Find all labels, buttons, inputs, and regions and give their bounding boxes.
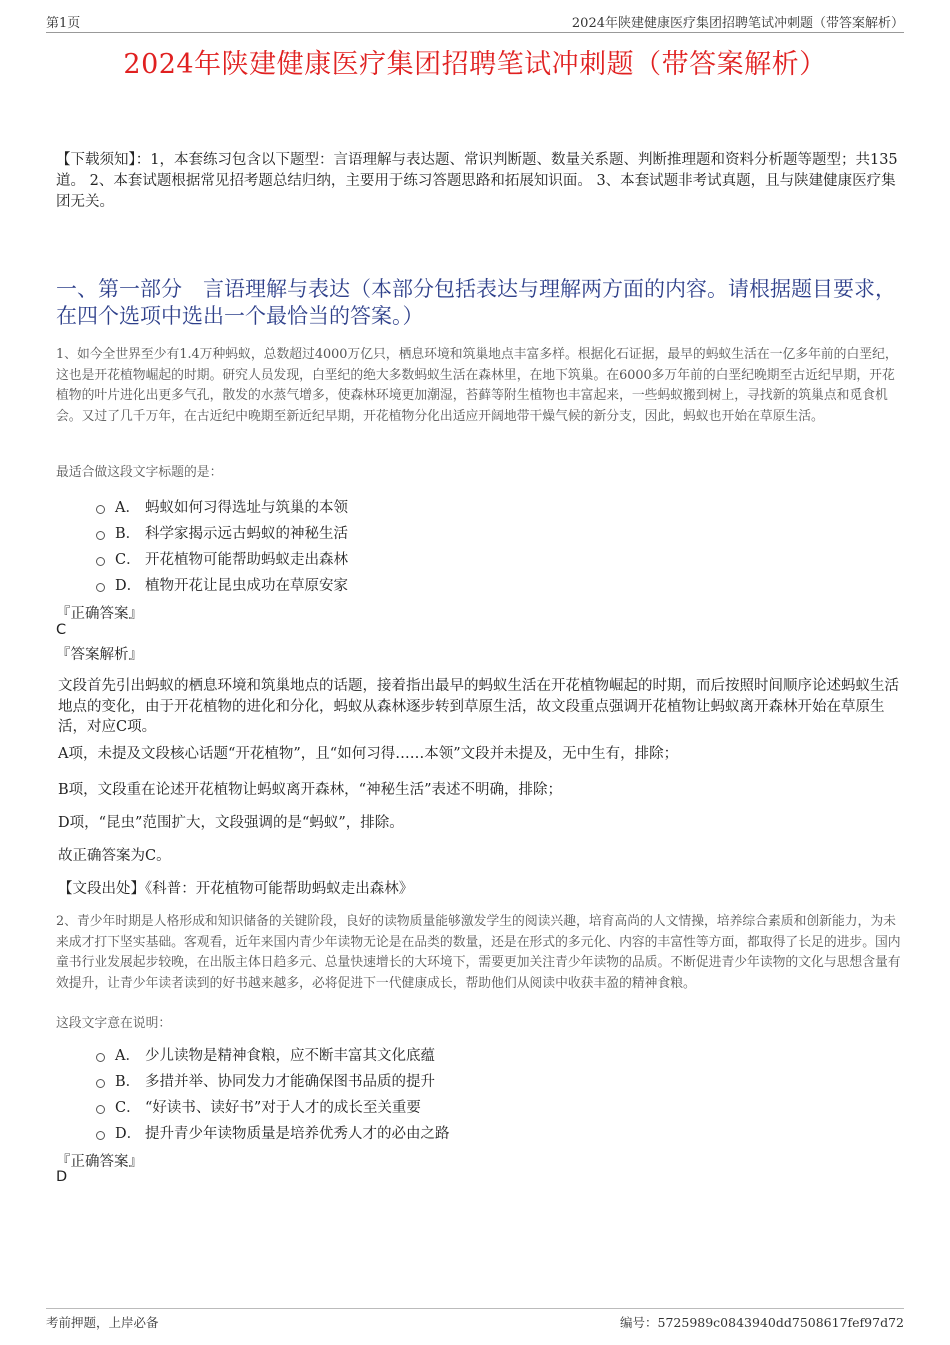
q2-option-a[interactable] — [96, 1043, 435, 1065]
option-text: 蚂蚁如何习得选址与筑巢的本领 — [145, 499, 348, 516]
q1-option-a[interactable] — [96, 495, 348, 517]
q2-option-b[interactable] — [96, 1069, 435, 1091]
q1-analysis-option-b: B项，文段重在论述开花植物让蚂蚁离开森林，“神秘生活”表述不明确，排除； — [58, 782, 562, 798]
option-text: 少儿读物是精神食粮，应不断丰富其文化底蕴 — [145, 1047, 435, 1064]
q1-analysis-conclusion: 故正确答案为C。 — [58, 848, 171, 864]
question-2-text: 2、青少年时期是人格形成和知识储备的关键阶段，良好的读物质量能够激发学生的阅读兴趣，培育高尚的人文情操，培养综合素质和创新能力，为未来成才打下坚实基础。客观看，近年来国内青少年读物无论是在品类的数量，还是在形式的多元化、内容的丰富性等方面，都取得了长足的进步。国内童书行业发展起步较晚，在出版主体日趋多元、总量快速增长的大环境下，需要更加关注青少年读物的品质。不断促进青少年读物的文化与思想含量有效提升，让青少年读者读到的好书越来越多，必将促进下一代健康成长，帮助他们从阅读中收获丰盈的精神食粮。 — [56, 914, 901, 992]
radio-icon[interactable] — [96, 557, 105, 566]
q1-option-d[interactable] — [96, 573, 348, 595]
footer-divider — [46, 1308, 904, 1309]
download-notice: 【下载须知】：1，本套练习包含以下题型：言语理解与表达题、常识判断题、数量关系题、判断推理题和资料分析题等题型；共135道。 2、本套试题根据常见招考题总结归纳，主要用于练习答题思路和拓展知识面。 3、本套试题非考试真题，且与陕建健康医疗集团无关。 — [56, 152, 898, 211]
radio-icon[interactable] — [96, 505, 105, 514]
q2-option-c[interactable] — [96, 1095, 421, 1117]
section-heading: 一、第一部分 言语理解与表达（本部分包括表达与理解两方面的内容。请根据题目要求，在四个选项中选出一个最恰当的答案。） — [56, 277, 896, 329]
footer-slogan: 考前押题，上岸必备 — [46, 1315, 159, 1330]
option-text: 科学家揭示远古蚂蚁的神秘生活 — [145, 525, 348, 542]
q1-answer: C — [56, 622, 67, 638]
option-letter: D． — [115, 577, 142, 594]
q1-answer-label: 『正确答案』 — [56, 606, 143, 622]
q1-source: 【文段出处】《科普：开花植物可能帮助蚂蚁走出森林》 — [58, 881, 414, 897]
q1-analysis-label: 『答案解析』 — [56, 647, 143, 663]
q2-option-d[interactable] — [96, 1121, 450, 1143]
option-text: 提升青少年读物质量是培养优秀人才的必由之路 — [145, 1125, 450, 1142]
radio-icon[interactable] — [96, 1079, 105, 1088]
q1-option-b[interactable] — [96, 521, 348, 543]
page-number: 第1页 — [46, 16, 81, 31]
option-letter: B． — [115, 525, 141, 542]
radio-icon[interactable] — [96, 1053, 105, 1062]
option-letter: A． — [115, 1047, 140, 1064]
q1-analysis-paragraph: 文段首先引出蚂蚁的栖息环境和筑巢地点的话题，接着指出最早的蚂蚁生活在开花植物崛起的时期，而后按照时间顺序论述蚂蚁生活地点的变化，由于开花植物的进化和分化，蚂蚁从森林逐步转到草原生活，故文段重点强调开花植物让蚂蚁离开森林开始在草原生活，对应C项。 — [58, 678, 899, 736]
q2-answer: D — [56, 1169, 68, 1185]
radio-icon[interactable] — [96, 1105, 105, 1114]
header-divider — [46, 32, 904, 33]
option-text: “好读书、读好书”对于人才的成长至关重要 — [145, 1099, 421, 1116]
option-letter: C． — [115, 1099, 141, 1116]
radio-icon[interactable] — [96, 531, 105, 540]
option-letter: D． — [115, 1125, 142, 1142]
question-1-prompt: 最适合做这段文字标题的是： — [56, 465, 223, 480]
q1-analysis-option-d: D项，“昆虫”范围扩大，文段强调的是“蚂蚁”，排除。 — [58, 815, 404, 831]
option-text: 植物开花让昆虫成功在草原安家 — [145, 577, 348, 594]
radio-icon[interactable] — [96, 583, 105, 592]
q1-analysis-option-a: A项，未提及文段核心话题“开花植物”，且“如何习得……本领”文段并未提及，无中生有，排除； — [58, 746, 679, 762]
page-title: 2024年陕建健康医疗集团招聘笔试冲刺题（带答案解析） — [123, 49, 827, 80]
question-1-text: 1、如今全世界至少有1.4万种蚂蚁，总数超过4000万亿只，栖息环境和筑巢地点丰富多样。根据化石证据，最早的蚂蚁生活在一亿多年前的白垩纪，这也是开花植物崛起的时期。研究人员发现，白垩纪的绝大多数蚂蚁生活在森林里，在地下筑巢。在6000多万年前的白垩纪晚期至古近纪早期，开花植物的叶片进化出更多气孔，散发的水蒸气增多，使森林环境更加潮湿，苔藓等附生植物也丰富起来，一些蚂蚁搬到树上，寻找新的筑巢点和觅食机会。又过了几千万年，在古近纪中晚期至新近纪早期，开花植物分化出适应开阔地带干燥气候的新分支，因此，蚂蚁也开始在草原生活。 — [56, 347, 898, 425]
footer-id: 编号：5725989c0843940dd7508617fef97d72 — [620, 1315, 904, 1330]
option-letter: C． — [115, 551, 141, 568]
option-text: 多措并举、协同发力才能确保图书品质的提升 — [145, 1073, 435, 1090]
option-letter: A． — [115, 499, 140, 516]
radio-icon[interactable] — [96, 1131, 105, 1140]
running-header-title: 2024年陕建健康医疗集团招聘笔试冲刺题（带答案解析） — [571, 16, 904, 31]
q1-option-c[interactable] — [96, 547, 348, 569]
q2-answer-label: 『正确答案』 — [56, 1154, 143, 1170]
option-letter: B． — [115, 1073, 141, 1090]
question-2-prompt: 这段文字意在说明： — [56, 1016, 172, 1031]
option-text: 开花植物可能帮助蚂蚁走出森林 — [145, 551, 348, 568]
